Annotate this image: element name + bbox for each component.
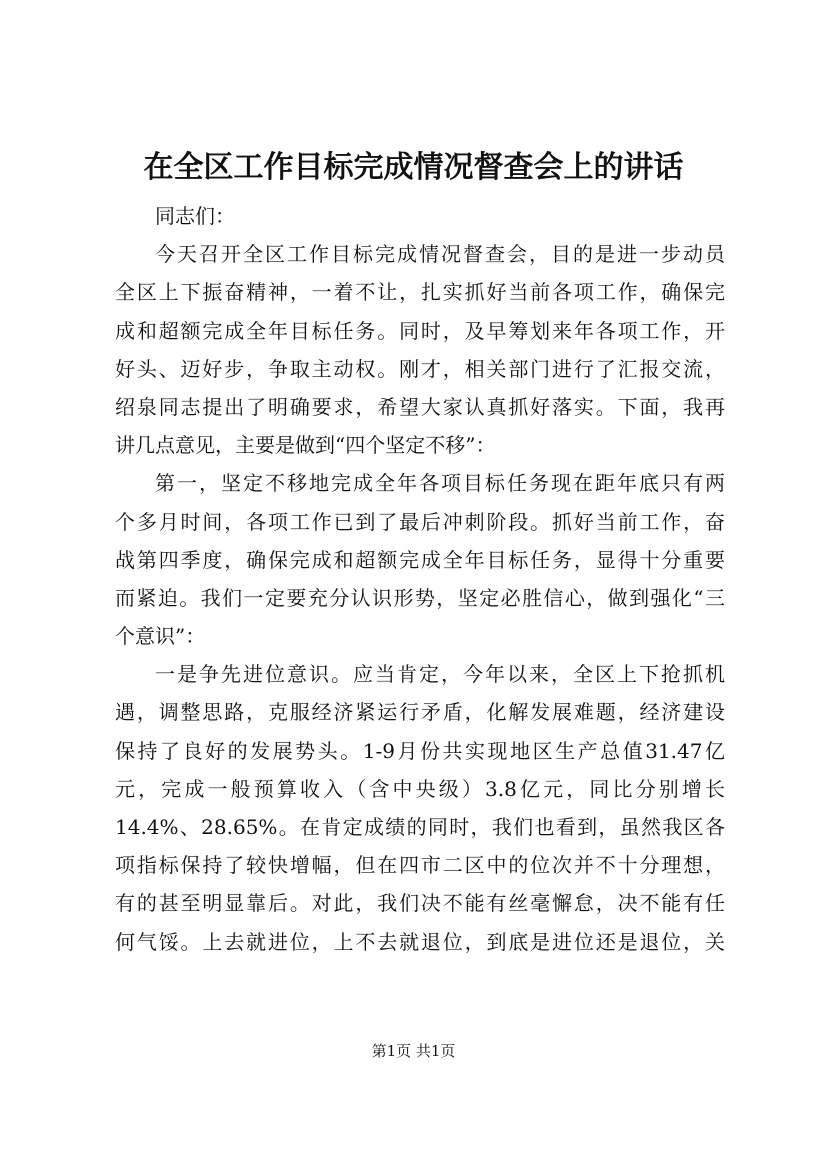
- paragraph-line: 项指标保持了较快增幅，但在四市二区中的位次并不十分理想，: [115, 853, 725, 878]
- paragraph-line: 遇，调整思路，克服经济紧运行矛盾，化解发展难题，经济建设: [115, 700, 725, 725]
- paragraph-line: 有的甚至明显靠后。对此，我们决不能有丝毫懈怠，决不能有任: [115, 891, 725, 916]
- paragraph-line: 个多月时间，各项工作已到了最后冲刺阶段。抓好当前工作，奋: [115, 509, 725, 534]
- page-footer: 第1页 共1页: [371, 1042, 456, 1060]
- paragraph-line: 成和超额完成全年目标任务。同时，及早筹划来年各项工作，开: [115, 318, 725, 343]
- paragraph-line: 一是争先进位意识。应当肯定，今年以来，全区上下抢抓机: [155, 662, 725, 687]
- paragraph-line: 全区上下振奋精神，一着不让，扎实抓好当前各项工作，确保完: [115, 280, 725, 305]
- paragraph-line: 战第四季度，确保完成和超额完成全年目标任务，显得十分重要: [115, 547, 725, 572]
- salutation-line: 同志们：: [155, 204, 235, 228]
- paragraph-line: 个意识”：: [115, 624, 206, 649]
- paragraph-line: 今天召开全区工作目标完成情况督查会，目的是进一步动员: [155, 242, 725, 267]
- paragraph-line: 14.4%、28.65%。在肯定成绩的同时，我们也看到，虽然我区各: [115, 815, 725, 839]
- paragraph-line: 元，完成一般预算收入（含中央级）3.8亿元，同比分别增长: [115, 776, 725, 801]
- paragraph-line: 而紧迫。我们一定要充分认识形势，坚定必胜信心，做到强化“三: [115, 585, 725, 610]
- document-body: [115, 197, 725, 961]
- paragraph-line: 讲几点意见，主要是做到“四个坚定不移”：: [115, 433, 496, 458]
- paragraph-line: 何气馁。上去就进位，上不去就退位，到底是进位还是退位，关: [115, 929, 725, 954]
- document-title: 在全区工作目标完成情况督查会上的讲话: [143, 150, 684, 185]
- paragraph-line: 好头、迈好步，争取主动权。刚才，相关部门进行了汇报交流，: [115, 356, 725, 381]
- paragraph-line: 保持了良好的发展势头。1-9月份共实现地区生产总值31.47亿: [115, 738, 725, 763]
- paragraph-line: 第一，坚定不移地完成全年各项目标任务现在距年底只有两: [155, 471, 725, 496]
- paragraph-line: 绍泉同志提出了明确要求，希望大家认真抓好落实。下面，我再: [115, 394, 725, 419]
